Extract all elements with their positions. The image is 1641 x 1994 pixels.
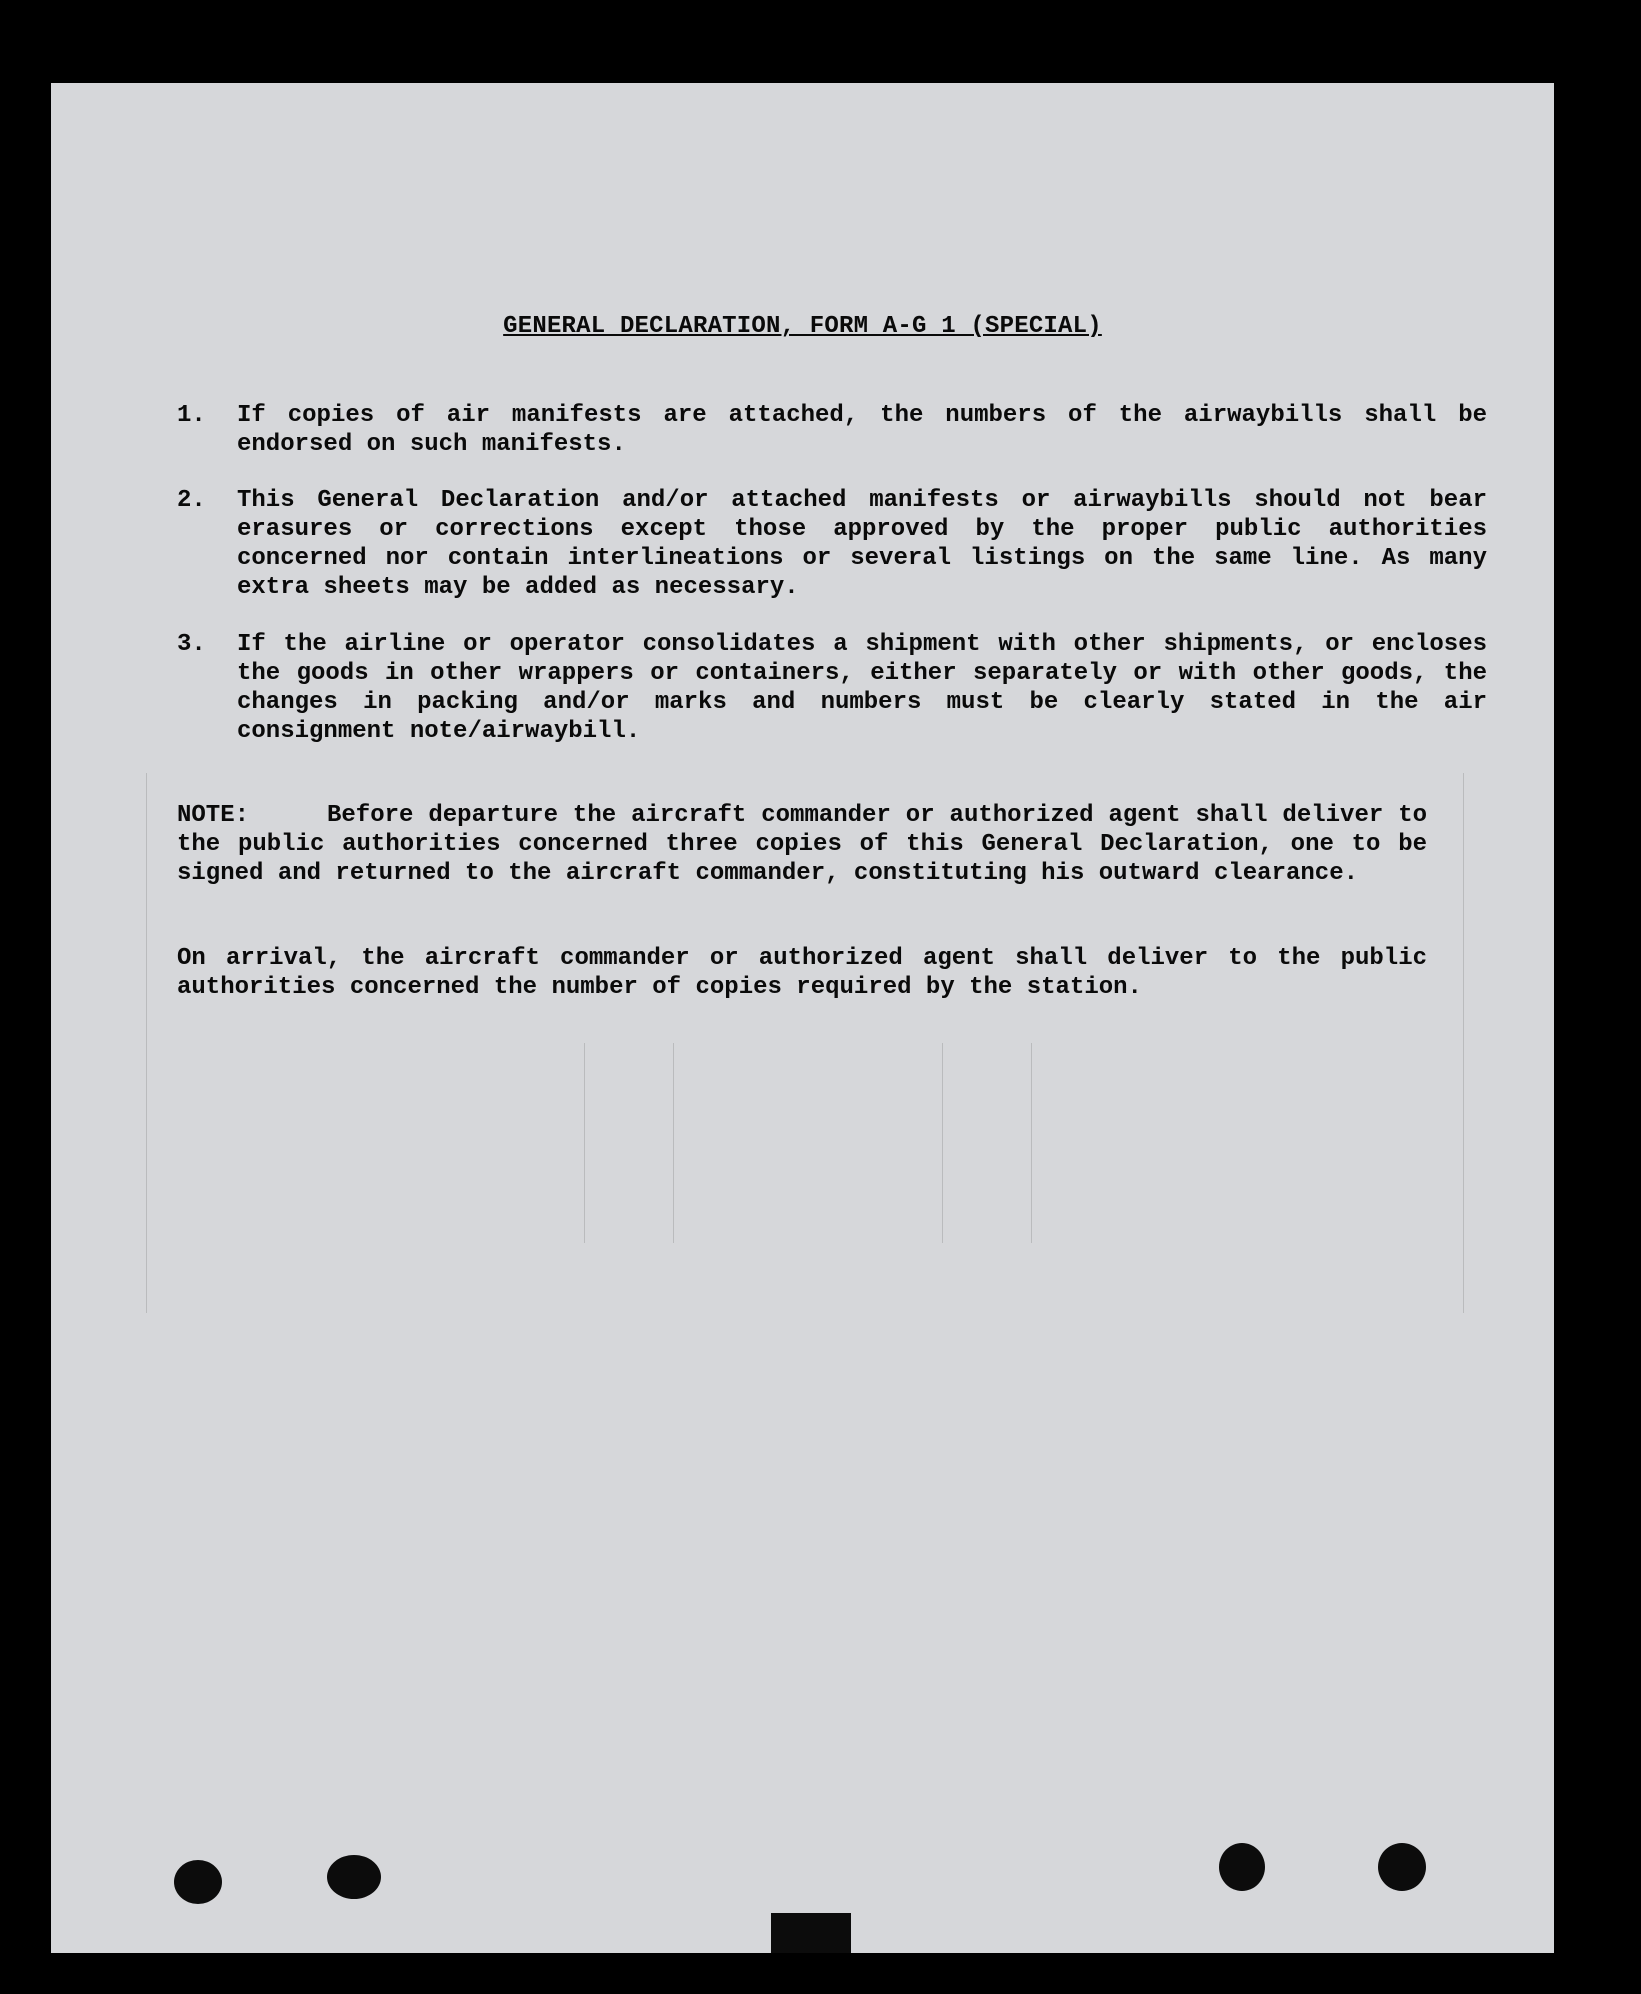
binding-tab — [771, 1913, 851, 1953]
note-text: Before departure the aircraft commander or authorized agent shall deliver to the public authorities concerned three copies of this General Declaration, one to be signed and returned to the aircraft commander, constituting his outward clearance. — [177, 802, 1427, 887]
ghost-rule-mid3 — [942, 1043, 943, 1243]
note-paragraph — [177, 801, 1427, 888]
list-item-number: 3. — [177, 631, 206, 658]
ghost-rule-mid4 — [1031, 1043, 1032, 1243]
ghost-rule-mid2 — [673, 1043, 674, 1243]
ghost-rule-right — [1463, 773, 1464, 1313]
list-item-1 — [177, 401, 1487, 459]
punch-hole-left-2 — [327, 1855, 381, 1899]
list-item-number: 1. — [177, 402, 206, 429]
ghost-rule-left — [146, 773, 147, 1313]
list-item-3 — [177, 630, 1487, 746]
punch-hole-right-2 — [1378, 1843, 1426, 1891]
list-item-text: If the airline or operator consolidates a shipment with other shipments, or encloses the goods in other wrappers or containers, either separately or with other goods, the changes in packing and/or marks and numbers must be clearly stated in the air consignment note/airwaybill. — [237, 631, 1487, 745]
list-item-text: This General Declaration and/or attached manifests or airwaybills should not bear erasures or corrections except those approved by the proper public authorities concerned nor contain interlineations or several listings on the same line. As many extra sheets may be added as necessary. — [237, 487, 1487, 601]
note-label: NOTE: — [177, 802, 250, 829]
list-item-number: 2. — [177, 487, 206, 514]
punch-hole-right-1 — [1219, 1843, 1265, 1891]
list-item-text: If copies of air manifests are attached, the numbers of the airwaybills shall be endorsed on such manifests. — [237, 402, 1487, 458]
document-title: GENERAL DECLARATION, FORM A-G 1 (SPECIAL) — [503, 313, 1102, 340]
list-item-2 — [177, 486, 1487, 602]
ghost-rule-mid1 — [584, 1043, 585, 1243]
arrival-paragraph: On arrival, the aircraft commander or authorized agent shall deliver to the public authorities concerned the number of copies required by the station. — [177, 945, 1427, 1001]
document-page — [51, 83, 1554, 1953]
punch-hole-left-1 — [174, 1860, 222, 1904]
